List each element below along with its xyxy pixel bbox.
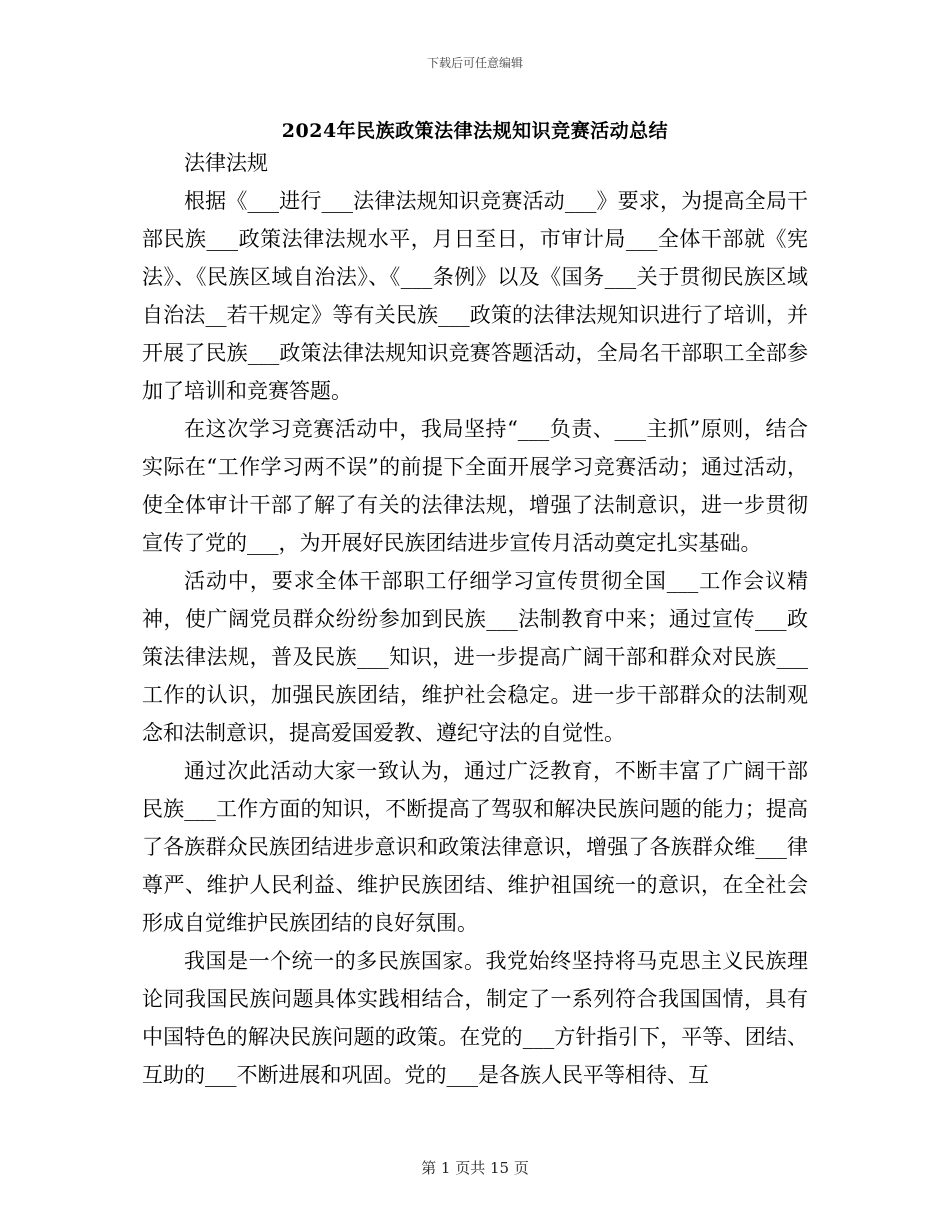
- paragraph: 活动中，要求全体干部职工仔细学习宣传贯彻全国___工作会议精神，使广阔党员群众纷纷参加到民族___法制教育中来；通过宣传___政策法律法规，普及民族___知识，进一步提高广阔干部和群众对民族___工作的认识，加强民族团结，维护社会稳定。进一步干部群众的法制观念和法制意识，提高爱国爱教、遵纪守法的自觉性。: [142, 569, 808, 745]
- document-body: [142, 144, 808, 1094]
- paragraph: 在这次学习竞赛活动中，我局坚持“___负责、___主抓”原则，结合实际在“工作学习两不误”的前提下全面开展学习竞赛活动；通过活动，使全体审计干部了解了有关的法律法规，增强了法制意识，进一步贯彻宣传了党的___，为开展好民族团结进步宣传月活动奠定扎实基础。: [142, 417, 808, 555]
- paragraph-section-heading: 法律法规: [184, 151, 268, 175]
- paragraph: 我国是一个统一的多民族国家。我党始终坚持将马克思主义民族理论同我国民族问题具体实践相结合，制定了一系列符合我国国情，具有中国特色的解决民族问题的政策。在党的___方针指引下，平等、团结、互助的___不断进展和巩固。党的___是各族人民平等相待、互: [142, 949, 808, 1087]
- document-title: 2024年民族政策法律法规知识竞赛活动总结: [281, 120, 669, 142]
- page-number: 第 1 页共 15 页: [421, 1159, 529, 1177]
- paragraph: 根据《___进行___法律法规知识竞赛活动___》要求，为提高全局干部民族___政策法律法规水平，月日至日，市审计局___全体干部就《宪法》、《民族区域自治法》、《___条例》以及《国务___关于贯彻民族区域自治法__若干规定》等有关民族___政策的法律法规知识进行了培训，并开展了民族___政策法律法规知识竞赛答题活动，全局名干部职工全部参加了培训和竞赛答题。: [142, 189, 808, 403]
- paragraph: 通过次此活动大家一致认为，通过广泛教育，不断丰富了广阔干部民族___工作方面的知识，不断提高了驾驭和解决民族问题的能力；提高了各族群众民族团结进步意识和政策法律意识，增强了各族群众维___律尊严、维护人民利益、维护民族团结、维护祖国统一的意识，在全社会形成自觉维护民族团结的良好氛围。: [142, 759, 808, 935]
- page-header-note: 下载后可任意编辑: [426, 56, 523, 70]
